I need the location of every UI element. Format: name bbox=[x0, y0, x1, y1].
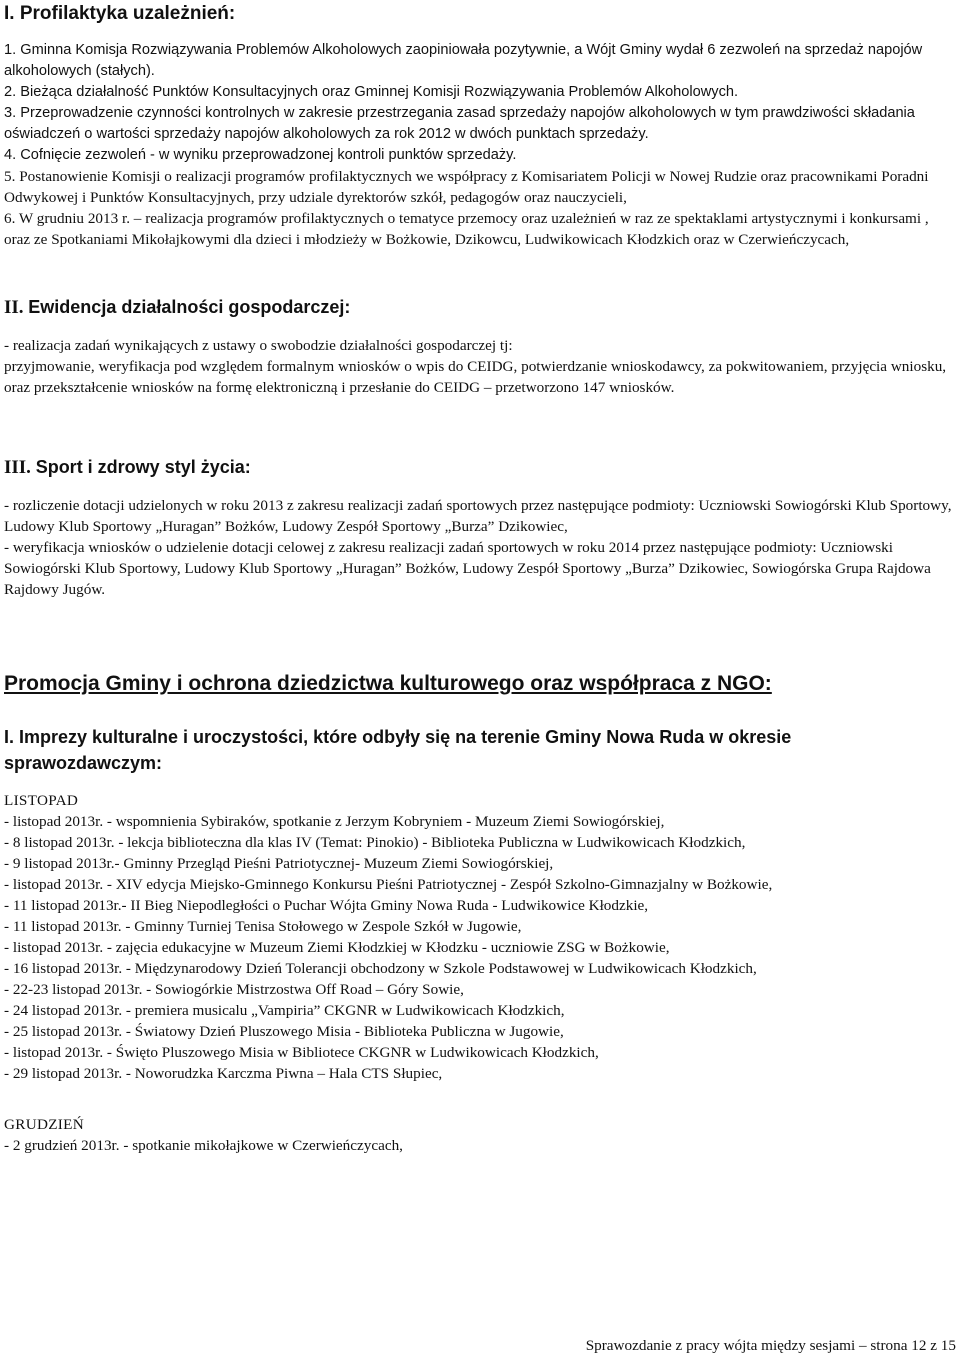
list-item: - listopad 2013r. - wspomnienia Sybiraków, spotkanie z Jerzym Kobryniem - Muzeum Ziemi Sowiogórskiej, bbox=[4, 813, 665, 830]
section-profilaktyka-list bbox=[4, 40, 954, 250]
list-item: - 11 listopad 2013r.- II Bieg Niepodległości o Puchar Wójta Gminy Nowa Ruda - Ludwikowice Kłodzkie, bbox=[4, 897, 649, 914]
list-item: - 24 listopad 2013r. - premiera musicalu „Vampiria” CKGNR w Ludwikowicach Kłodzkich, bbox=[4, 1002, 565, 1019]
list-item: - 29 listopad 2013r. - Noworudzka Karczma Piwna – Hala CTS Słupiec, bbox=[4, 1065, 443, 1082]
list-item: 4. Cofnięcie zezwoleń - w wyniku przeprowadzonej kontroli punktów sprzedaży. bbox=[4, 147, 517, 163]
section-numeral: II. bbox=[4, 297, 24, 318]
list-item: - listopad 2013r. - zajęcia edukacyjne w Muzeum Ziemi Kłodzkiej w Kłodzku - uczniowie ZSG w Bożkowie, bbox=[4, 939, 670, 956]
list-item: 6. W grudniu 2013 r. – realizacja programów profilaktycznych o tematyce przemocy oraz uzależnień w raz ze spektaklami artystycznymi i konkursami , oraz ze Spotkaniami Mikołajkowymi dla dzieci i młodzieży w Bożkowie, Dzikowcu, Ludwikowicach Kłodzkich oraz w Czerwieńczycach, bbox=[4, 210, 929, 248]
list-item: - 25 listopad 2013r. - Światowy Dzień Pluszowego Misia - Biblioteka Publiczna w Jugowie, bbox=[4, 1023, 564, 1040]
page-footer: Sprawozdanie z pracy wójta między sesjami – strona 12 z 15 bbox=[585, 1337, 956, 1354]
paragraph: przyjmowanie, weryfikacja pod względem formalnym wniosków o wpis do CEIDG, potwierdzanie wnioskodawcy, za pokwitowaniem, przyjęcia wniosku, oraz przekształcenie wniosków na formę elektroniczną i przesłanie do CEIDG – przetworzono 147 wniosków. bbox=[4, 358, 947, 396]
list-item: - 16 listopad 2013r. - Międzynarodowy Dzień Tolerancji obchodzony w Szkole Podstawowej w Ludwikowicach Kłodzkich, bbox=[4, 960, 757, 977]
paragraph: - realizacja zadań wynikających z ustawy o swobodzie działalności gospodarczej tj: bbox=[4, 337, 513, 354]
section-title-ewidencja bbox=[4, 294, 954, 321]
list-item: - 8 listopad 2013r. - lekcja biblioteczna dla klas IV (Temat: Pinokio) - Biblioteka Publiczna w Ludwikowicach Kłodzkich, bbox=[4, 834, 746, 851]
section-title-profilaktyka: I. Profilaktyka uzależnień: bbox=[4, 3, 236, 24]
list-item: 5. Postanowienie Komisji o realizacji programów profilaktycznych we współpracy z Komisariatem Policji w Nowej Rudzie oraz pracownikami Poradni Odwykowej i Punktów Konsultacyjnych, przy udziale dyrektorów szkół, pedagogów oraz nauczycieli, bbox=[4, 168, 929, 206]
section-heading-text: Sport i zdrowy styl życia: bbox=[35, 457, 251, 477]
list-item: 1. Gminna Komisja Rozwiązywania Problemów Alkoholowych zaopiniowała pozytywnie, a Wójt Gminy wydał 6 zezwoleń na sprzedaż napojów alkoholowych (stałych). bbox=[4, 42, 923, 79]
section-numeral: III. bbox=[4, 457, 31, 478]
list-item: - 9 listopad 2013r.- Gminny Przegląd Pieśni Patriotycznej- Muzeum Ziemi Sowiogórskiej, bbox=[4, 855, 554, 872]
events-list-november bbox=[4, 811, 954, 1084]
list-item: - 22-23 listopad 2013r. - Sowiogórkie Mistrzostwa Off Road – Góry Sowie, bbox=[4, 981, 464, 998]
paragraph: - weryfikacja wniosków o udzielenie dotacji celowej z zakresu realizacji zadań sportowych w roku 2014 przez następujące podmioty: Uczniowski Sowiogórski Klub Sportowy, Ludowy Klub Sportowy „Huragan” Bożków, Ludowy Zespół Sportowy „Burza” Dzikowiec, Sowiogórska Grupa Rajdowa Rajdowy Jugów. bbox=[4, 539, 931, 598]
section-title-imprezy: I. Imprezy kulturalne i uroczystości, które odbyły się na terenie Gminy Nowa Ruda w okresie sprawozdawczym: bbox=[4, 727, 792, 773]
section-title-sport bbox=[4, 454, 954, 481]
month-label-december: GRUDZIEŃ bbox=[4, 1116, 85, 1133]
list-item: 2. Bieżąca działalność Punktów Konsultacyjnych oraz Gminnej Komisji Rozwiązywania Problemów Alkoholowych. bbox=[4, 84, 739, 100]
list-item: - 11 listopad 2013r. - Gminny Turniej Tenisa Stołowego w Zespole Szkół w Jugowie, bbox=[4, 918, 522, 935]
list-item: - 2 grudzień 2013r. - spotkanie mikołajkowe w Czerwieńczycach, bbox=[4, 1137, 403, 1154]
section-title-promocja: Promocja Gminy i ochrona dziedzictwa kulturowego oraz współpraca z NGO: bbox=[4, 672, 772, 695]
list-item: - listopad 2013r. - Święto Pluszowego Misia w Bibliotece CKGNR w Ludwikowicach Kłodzkich, bbox=[4, 1044, 599, 1061]
month-label-november: LISTOPAD bbox=[4, 792, 79, 809]
section-heading-text: Ewidencja działalności gospodarczej: bbox=[28, 297, 351, 317]
list-item: - listopad 2013r. - XIV edycja Miejsko-Gminnego Konkursu Pieśni Patriotycznej - Zespół Szkolno-Gimnazjalny w Bożkowie, bbox=[4, 876, 773, 893]
events-list-december bbox=[4, 1135, 954, 1156]
list-item: 3. Przeprowadzenie czynności kontrolnych w zakresie przestrzegania zasad sprzedaży napojów alkoholowych w tym prawdziwości składania oświadczeń o wartości sprzedaży napojów alkoholowych za rok 2012 w dwóch punktach sprzedaży. bbox=[4, 105, 915, 142]
document-page bbox=[4, 0, 954, 1156]
paragraph: - rozliczenie dotacji udzielonych w roku 2013 z zakresu realizacji zadań sportowych przez następujące podmioty: Uczniowski Sowiogórski Klub Sportowy, Ludowy Klub Sportowy „Huragan” Bożków, Ludowy Zespół Sportowy „Burza” Dzikowiec, bbox=[4, 497, 952, 535]
